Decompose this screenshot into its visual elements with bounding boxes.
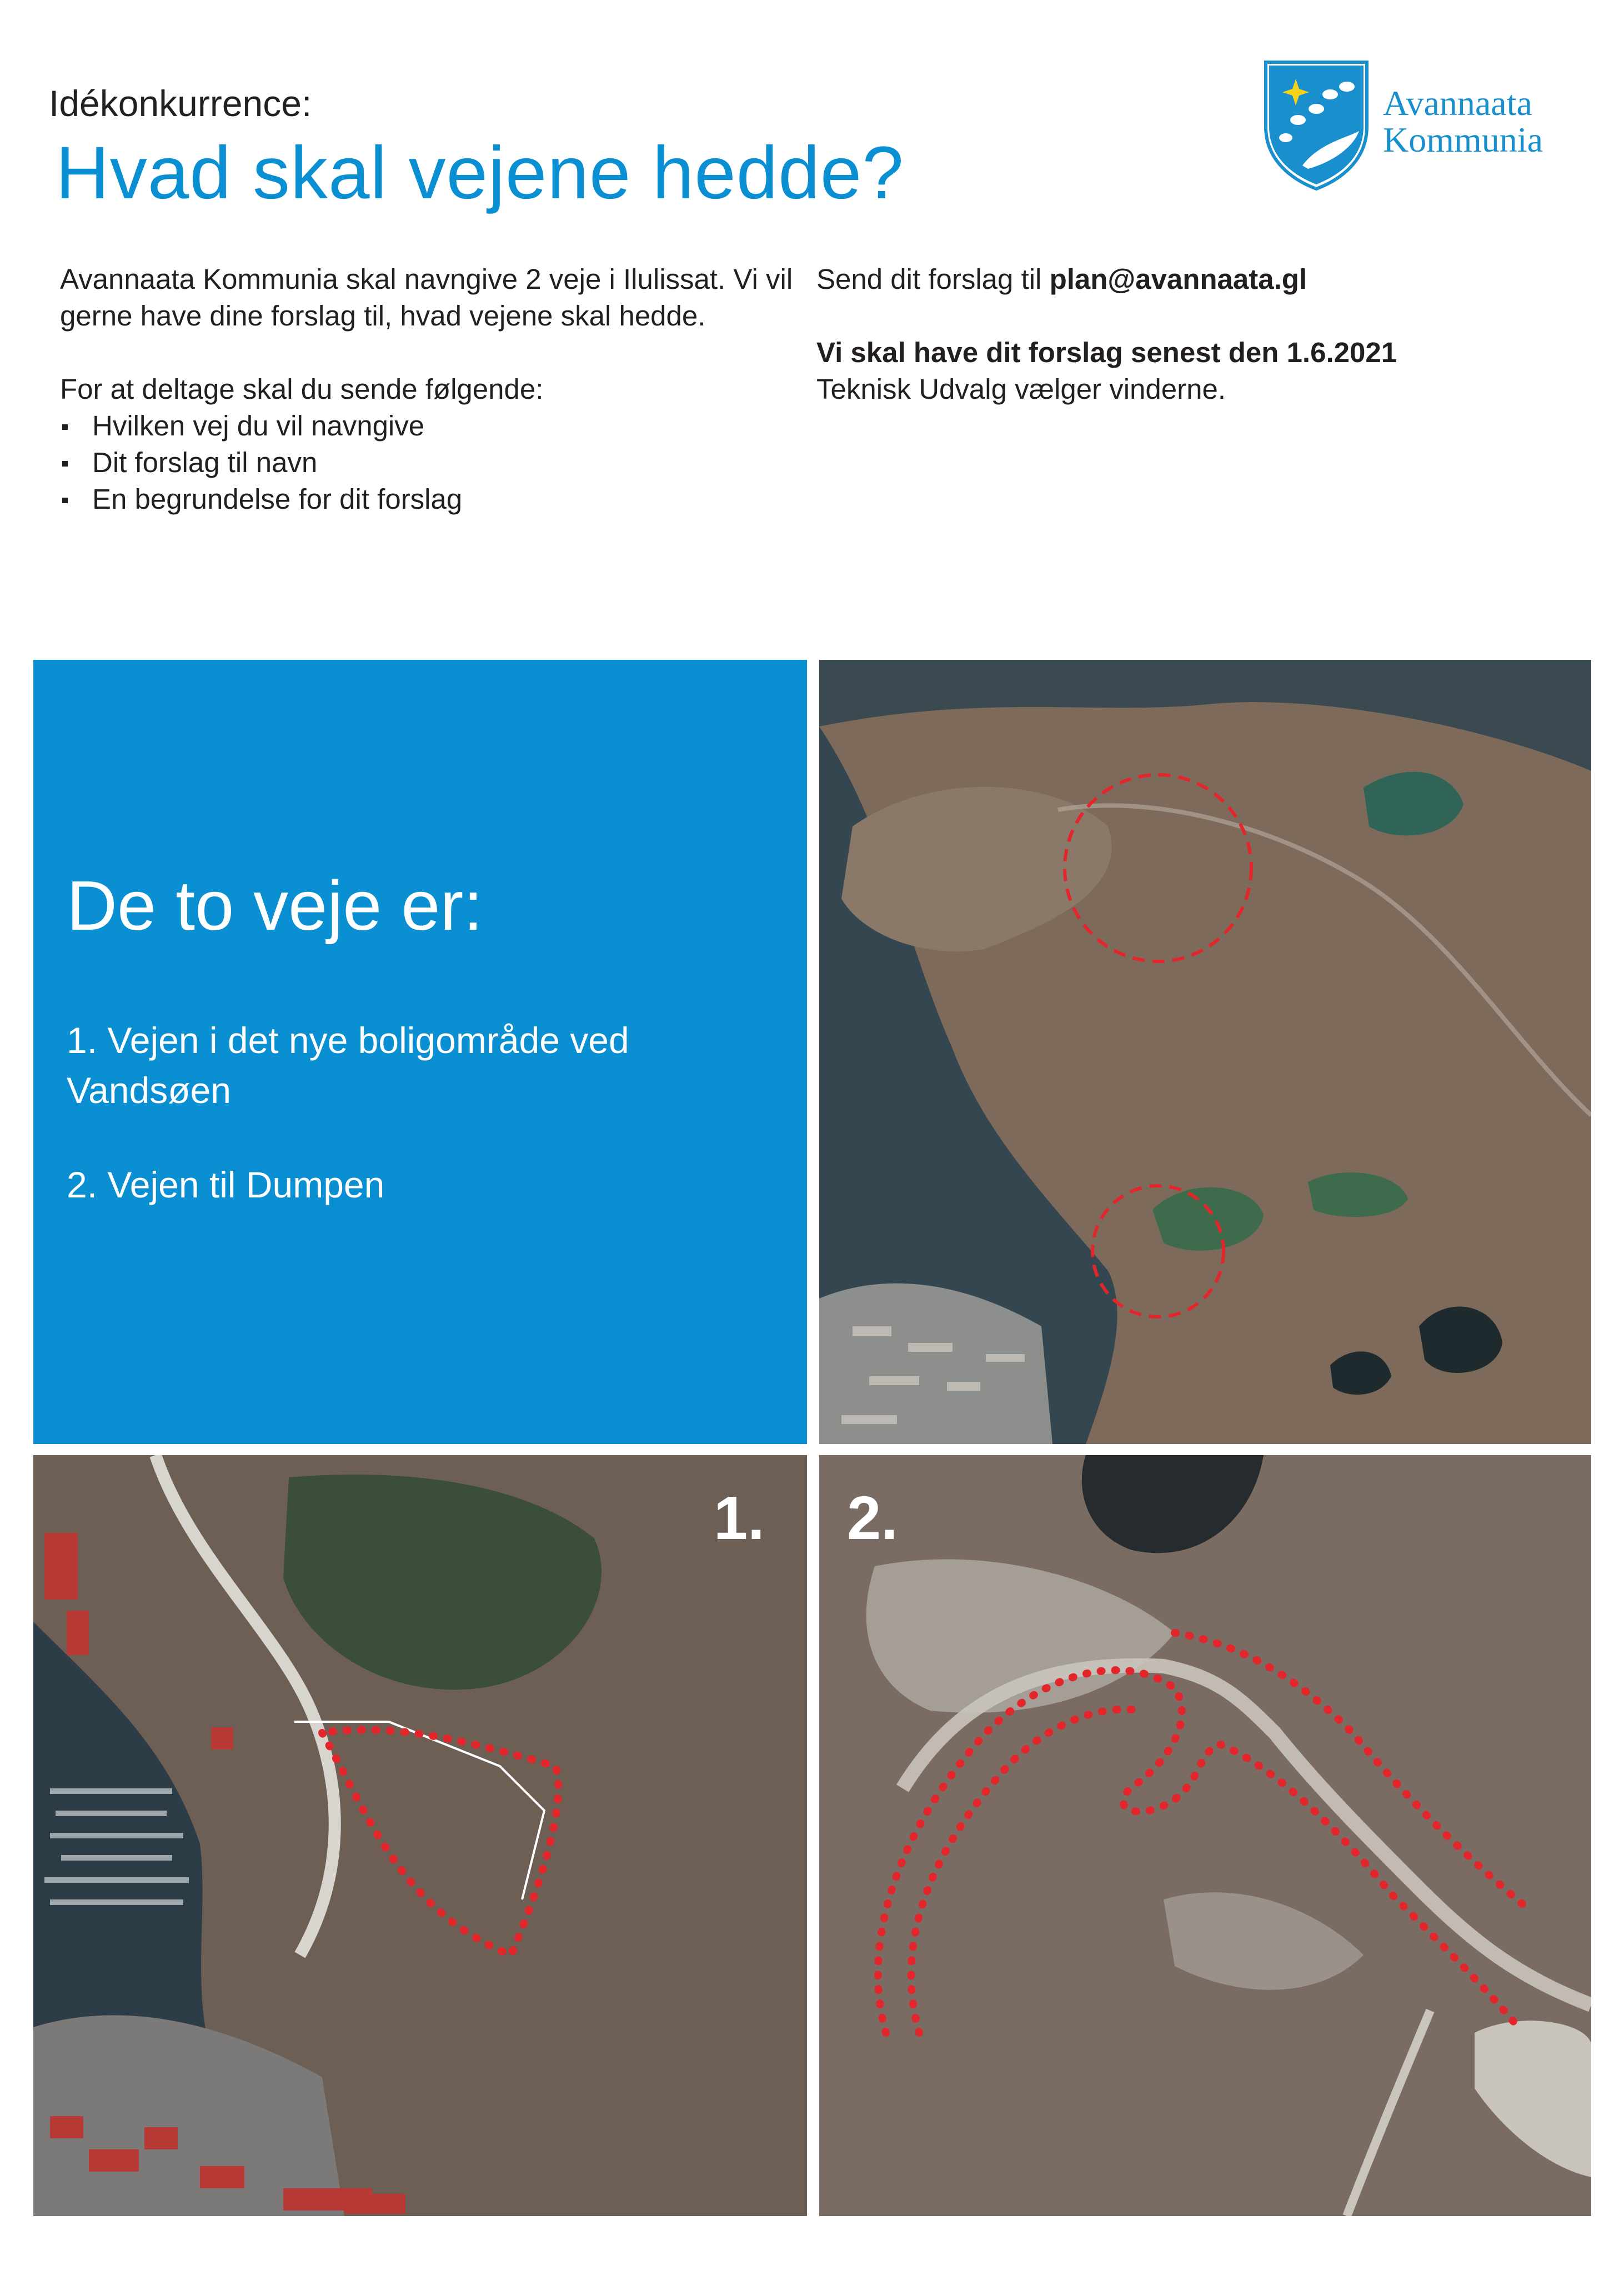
intro-paragraph: Avannaata Kommunia skal navngive 2 veje i Ilulissat. Vi vil gerne have dine forslag til, hvad vejene skal hedde. [60, 263, 793, 332]
road-2-aerial-photo [819, 1455, 1591, 2216]
list-item: Dit forslag til navn [60, 444, 799, 481]
panel-heading: De to veje er: [67, 866, 483, 945]
municipality-logo [1264, 60, 1575, 193]
logo-line-2: Kommunia [1383, 120, 1543, 159]
requirements-list [60, 408, 799, 518]
page-title: Hvad skal vejene hedde? [56, 132, 904, 214]
jury-text: Teknisk Udvalg vælger vinderne. [816, 373, 1226, 405]
roads-info-panel [33, 660, 807, 1444]
overview-aerial-photo [819, 660, 1591, 1444]
send-line [816, 261, 1538, 298]
logo-line-1: Avannaata [1383, 83, 1532, 123]
submission-column [816, 261, 1538, 408]
map-1-label: 1. [714, 1484, 765, 1552]
send-prefix: Send dit forslag til [816, 263, 1050, 295]
coat-of-arms-icon [1264, 60, 1369, 191]
road-1-description: 1. Vejen i det nye boligområde ved Vandsøen [67, 1020, 629, 1111]
email-link[interactable]: plan@avannaata.gl [1049, 263, 1307, 295]
map-2-label: 2. [847, 1484, 898, 1552]
kicker-text: Idékonkurrence: [49, 83, 312, 124]
list-item: Hvilken vej du vil navngive [60, 408, 799, 444]
intro-column [60, 261, 799, 518]
deadline-text: Vi skal have dit forslag senest den 1.6.2021 [816, 337, 1397, 368]
participation-instructions: For at deltage skal du sende følgende: [60, 373, 544, 405]
road-1-aerial-photo [33, 1455, 807, 2216]
list-item: En begrundelse for dit forslag [60, 481, 799, 518]
road-2-description: 2. Vejen til Dumpen [67, 1164, 385, 1205]
